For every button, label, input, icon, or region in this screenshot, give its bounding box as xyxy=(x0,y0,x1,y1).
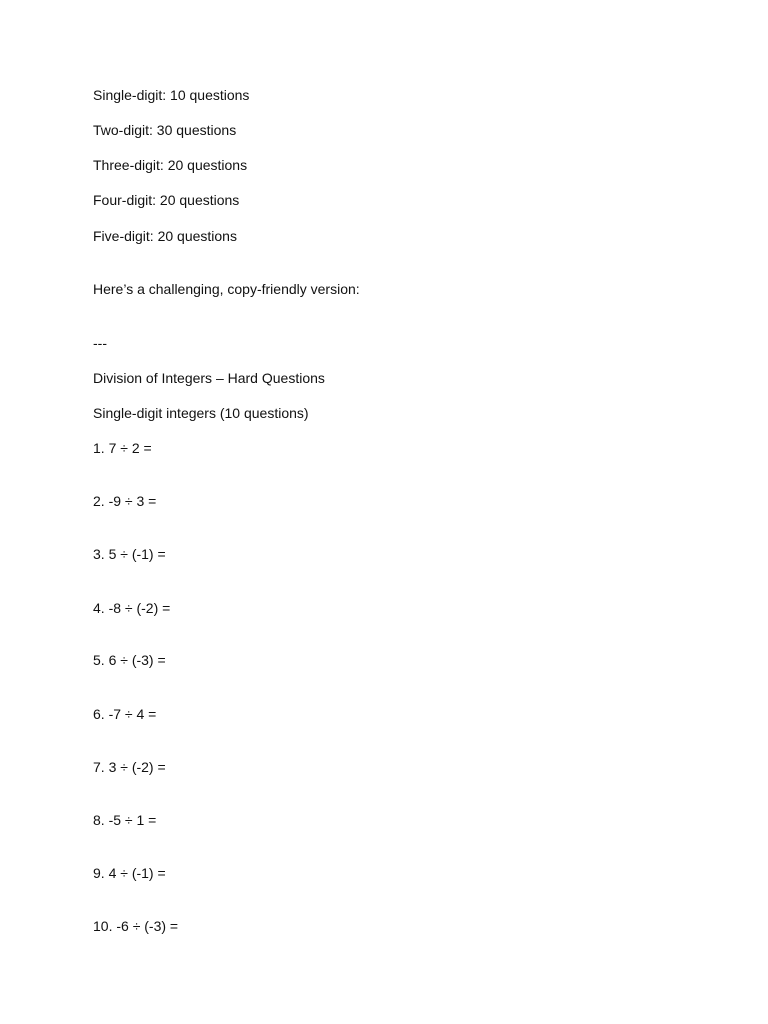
intro-text: Here’s a challenging, copy-friendly version: xyxy=(93,281,360,297)
question-5: 5. 6 ÷ (-3) = xyxy=(93,652,166,668)
summary-line-five-digit: Five-digit: 20 questions xyxy=(93,228,237,244)
summary-line-four-digit: Four-digit: 20 questions xyxy=(93,192,240,208)
summary-line-two-digit: Two-digit: 30 questions xyxy=(93,122,237,138)
question-1: 1. 7 ÷ 2 = xyxy=(93,440,152,456)
question-3: 3. 5 ÷ (-1) = xyxy=(93,546,166,562)
document-title: Division of Integers – Hard Questions xyxy=(93,370,325,386)
question-9: 9. 4 ÷ (-1) = xyxy=(93,865,166,881)
question-7: 7. 3 ÷ (-2) = xyxy=(93,759,166,775)
question-10: 10. -6 ÷ (-3) = xyxy=(93,918,179,934)
question-2: 2. -9 ÷ 3 = xyxy=(93,493,157,509)
question-6: 6. -7 ÷ 4 = xyxy=(93,706,157,722)
separator-text: --- xyxy=(93,335,107,351)
summary-line-single-digit: Single-digit: 10 questions xyxy=(93,87,250,103)
question-4: 4. -8 ÷ (-2) = xyxy=(93,600,171,616)
summary-line-three-digit: Three-digit: 20 questions xyxy=(93,157,248,173)
section-heading: Single-digit integers (10 questions) xyxy=(93,405,309,421)
question-8: 8. -5 ÷ 1 = xyxy=(93,812,157,828)
